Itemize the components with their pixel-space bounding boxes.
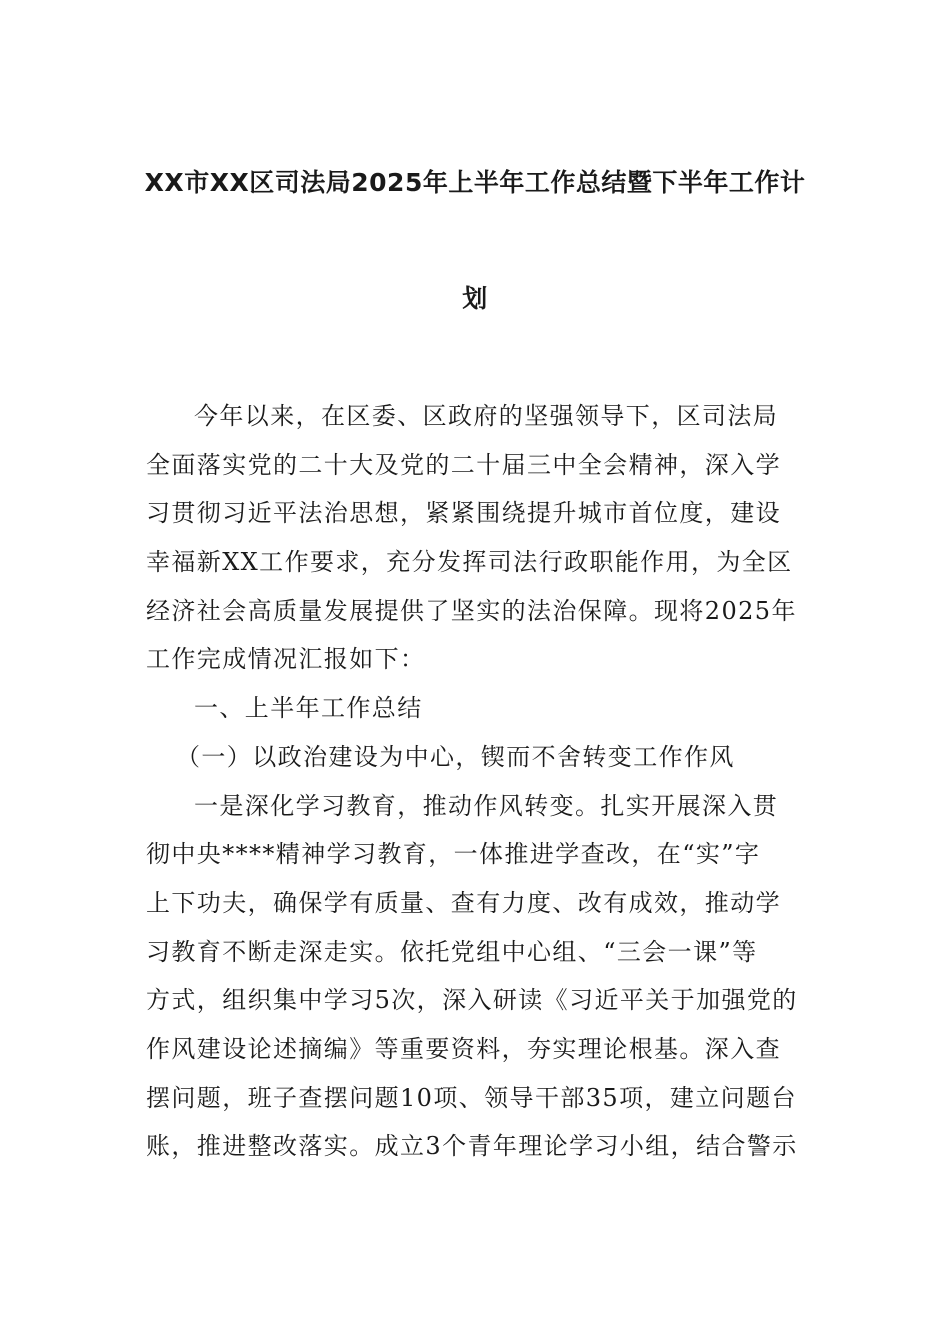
body-line: 全面落实党的二十大及党的二十届三中全会精神，深入学 (146, 450, 781, 479)
body-line: 账，推进整改落实。成立3个青年理论学习小组，结合警示 (146, 1132, 798, 1161)
subsection-heading: （一）以政治建设为中心，锲而不舍转变工作作风 (176, 742, 735, 771)
body-line: 彻中央****精神学习教育，一体推进学查改，在“实”字 (146, 840, 761, 869)
body-line: 摆问题，班子查摆问题10项、领导干部35项，建立问题台 (146, 1083, 797, 1112)
document-title-line-1: XX市XX区司法局2025年上半年工作总结暨下半年工作计 (144, 168, 806, 197)
document-title-line-2: 划 (462, 284, 488, 313)
body-line: 经济社会高质量发展提供了坚实的法治保障。现将2025年 (146, 596, 797, 625)
body-line: 一是深化学习教育，推动作风转变。扎实开展深入贯 (194, 791, 779, 820)
body-line: 幸福新XX工作要求，充分发挥司法行政职能作用，为全区 (146, 548, 793, 577)
body-line: 习教育不断走深走实。依托党组中心组、“三会一课”等 (146, 937, 758, 966)
body-line: 方式，组织集中学习5次，深入研读《习近平关于加强党的 (146, 986, 798, 1015)
section-heading: 一、上半年工作总结 (194, 694, 423, 723)
body-line: 工作完成情况汇报如下： (146, 645, 426, 674)
body-line: 习贯彻习近平法治思想，紧紧围绕提升城市首位度，建设 (146, 499, 781, 528)
body-line: 上下功夫，确保学有质量、查有力度、改有成效，推动学 (146, 888, 781, 917)
body-line: 今年以来，在区委、区政府的坚强领导下，区司法局 (194, 402, 779, 430)
body-line: 作风建设论述摘编》等重要资料，夯实理论根基。深入查 (146, 1034, 781, 1063)
document-body (146, 392, 806, 1171)
